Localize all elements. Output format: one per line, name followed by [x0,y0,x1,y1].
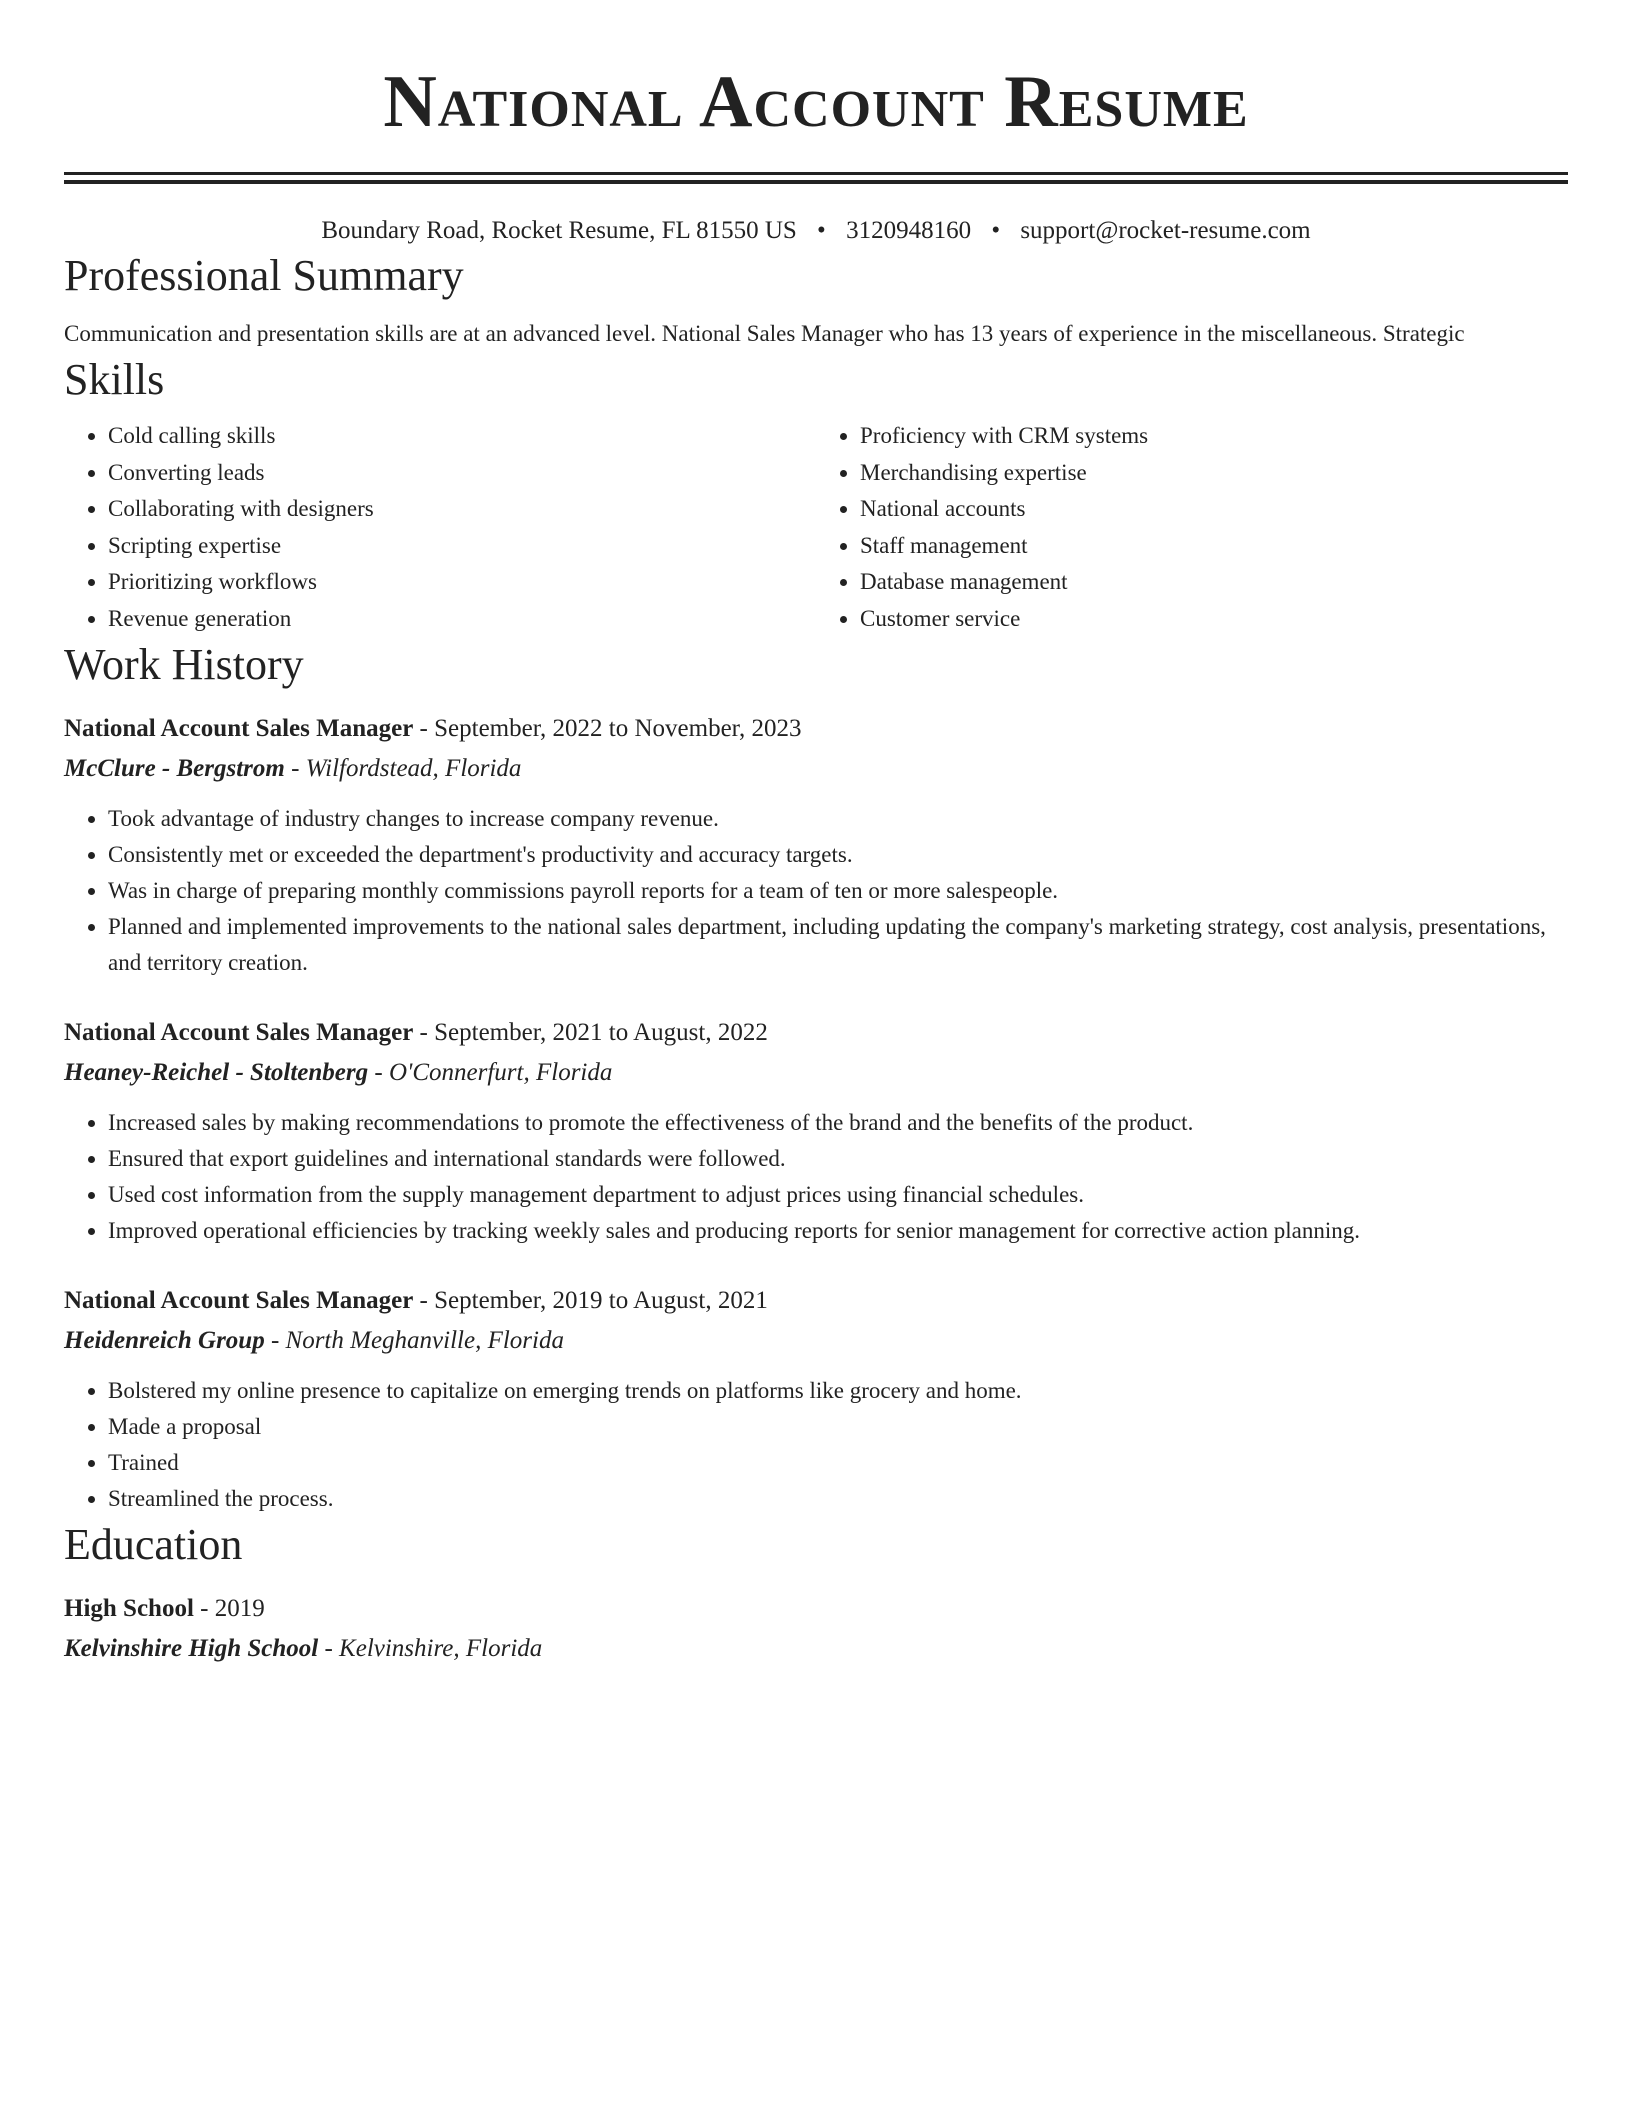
contact-address: Boundary Road, Rocket Resume, FL 81550 US [321,217,797,244]
job-company: McClure - Bergstrom [64,755,285,782]
job-company: Heidenreich Group [64,1327,265,1354]
education-school: Kelvinshire High School [64,1635,319,1662]
job-header: National Account Sales Manager - September, 2022 to November, 2023 [64,715,802,742]
job-bullet: • Ensured that export guidelines and international standards were followed. [108,1141,1568,1177]
job-bullet: • Trained [108,1445,1568,1481]
job-company-line: Heidenreich Group - North Meghanville, Florida [64,1327,564,1354]
skill-item: • National accounts [860,491,1568,528]
job-company-line: Heaney-Reichel - Stoltenberg - O'Connerfurt, Florida [64,1059,613,1086]
job-location: O'Connerfurt, Florida [388,1059,613,1086]
work-history-heading: Work History [64,640,304,689]
skill-item: • Scripting expertise [108,528,816,565]
education-year: 2019 [214,1595,265,1622]
job-header: National Account Sales Manager - September, 2019 to August, 2021 [64,1287,768,1314]
education-header: High School - 2019 [64,1595,265,1622]
job-bullet: • Increased sales by making recommendations to promote the effectiveness of the brand and the benefits of the product. [108,1105,1568,1141]
job-entry [64,1013,1568,1249]
skill-item: • Staff management [860,528,1568,565]
summary-text: Communication and presentation skills are at an advanced level. National Sales Manager who has 13 years of experience in the miscellaneous. Strategic [64,321,1465,346]
title-divider [64,172,1568,184]
skills-column-right [816,418,1568,637]
job-bullet: • Took advantage of industry changes to increase company revenue. [108,801,1568,837]
education-heading: Education [64,1520,243,1569]
contact-phone: 3120948160 [846,217,972,244]
job-bullet: • Improved operational efficiencies by tracking weekly sales and producing reports for senior management for corrective action planning. [108,1213,1568,1249]
contact-separator: • [817,217,826,244]
job-bullet: • Made a proposal [108,1409,1568,1445]
job-bullets [64,1105,1568,1249]
job-header: National Account Sales Manager - September, 2021 to August, 2022 [64,1019,768,1046]
job-bullet: • Consistently met or exceeded the department's productivity and accuracy targets. [108,837,1568,873]
job-dates: September, 2021 to August, 2022 [434,1019,768,1046]
skill-item: • Cold calling skills [108,418,816,455]
skill-item: • Prioritizing workflows [108,564,816,601]
skill-item: • Customer service [860,601,1568,638]
skill-item: • Converting leads [108,455,816,492]
job-bullet: • Used cost information from the supply management department to adjust prices using financial schedules. [108,1177,1568,1213]
skill-item: • Merchandising expertise [860,455,1568,492]
contact-email: support@rocket-resume.com [1020,217,1311,244]
job-entry [64,1281,1568,1517]
contact-separator: • [991,217,1001,244]
job-bullet: • Streamlined the process. [108,1481,1568,1517]
job-company: Heaney-Reichel - Stoltenberg [64,1059,369,1086]
skills-heading: Skills [64,355,165,404]
education-school-line: Kelvinshire High School - Kelvinshire, Florida [64,1635,543,1662]
job-bullets [64,1373,1568,1517]
resume-title: National Account Resume [383,61,1249,143]
skills-list [64,418,1568,637]
job-entry [64,709,1568,981]
skill-item: • Database management [860,564,1568,601]
job-title: National Account Sales Manager [64,1019,414,1046]
skill-item: • Proficiency with CRM systems [860,418,1568,455]
job-location: North Meghanville, Florida [285,1327,564,1354]
summary-heading: Professional Summary [64,251,464,300]
job-bullets [64,801,1568,981]
job-title: National Account Sales Manager [64,1287,414,1314]
education-location: Kelvinshire, Florida [339,1635,543,1662]
job-dates: September, 2022 to November, 2023 [434,715,802,742]
education-degree: High School [64,1595,194,1622]
job-title: National Account Sales Manager [64,715,414,742]
contact-line [64,214,1568,248]
job-bullet: • Bolstered my online presence to capitalize on emerging trends on platforms like grocery and home. [108,1373,1568,1409]
job-bullet: • Was in charge of preparing monthly commissions payroll reports for a team of ten or more salespeople. [108,873,1568,909]
skill-item: • Collaborating with designers [108,491,816,528]
job-bullet: • Planned and implemented improvements to the national sales department, including updating the company's marketing strategy, cost analysis, presentations, and territory creation. [108,909,1568,981]
job-location: Wilfordstead, Florida [305,755,522,782]
skills-column-left [64,418,816,637]
skill-item: • Revenue generation [108,601,816,638]
job-company-line: McClure - Bergstrom - Wilfordstead, Florida [64,755,522,782]
job-dates: September, 2019 to August, 2021 [434,1287,768,1314]
